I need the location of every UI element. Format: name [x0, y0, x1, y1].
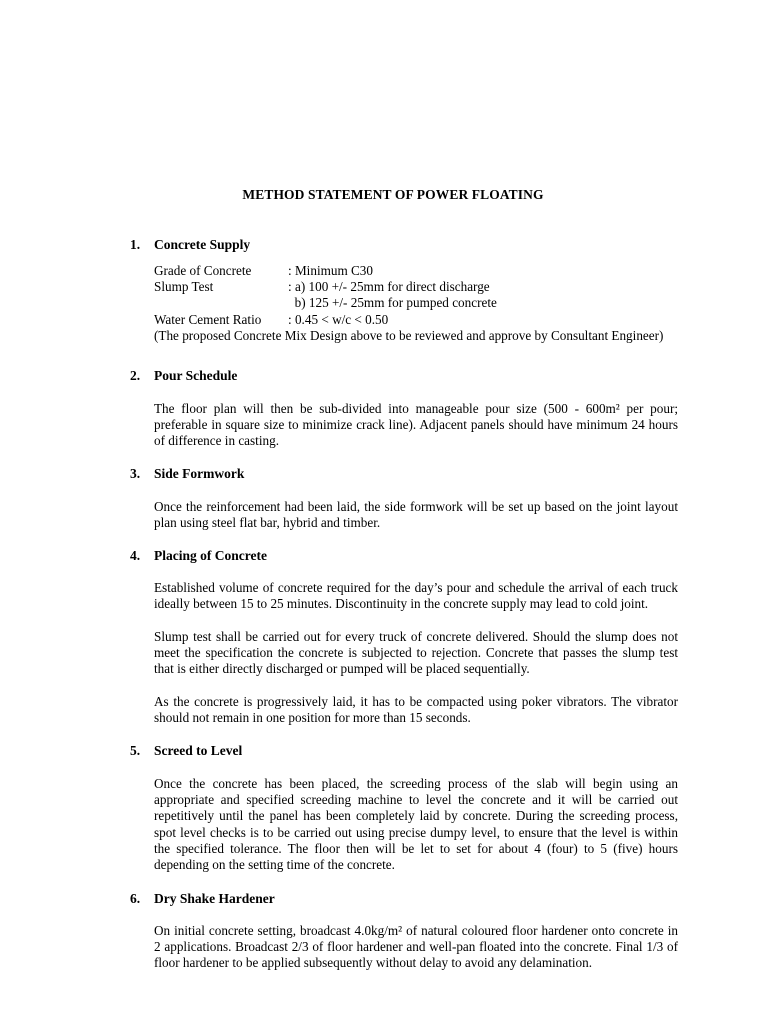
section-title: Dry Shake Hardener [154, 891, 275, 906]
spec-row [154, 263, 497, 279]
document-title: METHOD STATEMENT OF POWER FLOATING [242, 187, 544, 202]
section-title: Placing of Concrete [154, 548, 267, 563]
section-number: 6. [130, 891, 141, 906]
section-title: Concrete Supply [154, 237, 251, 252]
section-paragraph: The floor plan will then be sub-divided into manageable pour size (500 - 600m² per pour; preferable in square size to minimize crack line). Adjacent panels should have minimum 24 hours of difference in casting. [154, 401, 678, 449]
spec-value: : a) 100 +/- 25mm for direct discharge [288, 279, 490, 295]
section-number: 2. [130, 368, 141, 383]
spec-label: Water Cement Ratio [154, 311, 262, 327]
spec-label: Slump Test [154, 279, 214, 295]
section-paragraph: On initial concrete setting, broadcast 4.0kg/m² of natural coloured floor hardener onto concrete in 2 applications. Broadcast 2/3 of floor hardener and well-pan floated into the concrete. Final 1/3 of floor hardener to be applied subsequently without delay to avoid any delamination. [154, 923, 678, 971]
section-title: Pour Schedule [154, 368, 238, 383]
spec-row [154, 295, 497, 311]
spec-value: : 0.45 < w/c < 0.50 [288, 311, 389, 327]
concrete-spec-table [154, 263, 497, 328]
section-number: 4. [130, 548, 141, 563]
section-number: 3. [130, 466, 141, 481]
section-paragraph: Once the concrete has been placed, the screeding process of the slab will begin using an appropriate and specified screeding machine to level the concrete and it will be carried out repetitively until the panel has been completely laid by concrete. During the screeding process, spot level checks is to be carried out using precise dumpy level, to ensure that the level is within the specified tolerance. The floor then will be let to set for about 4 (four) to 5 (five) hours depending on the setting time of the concrete. [154, 776, 678, 873]
spec-label [154, 295, 288, 311]
section-title: Screed to Level [154, 743, 243, 758]
section-paragraph: Slump test shall be carried out for every truck of concrete delivered. Should the slump does not meet the specification the concrete is subjected to rejection. Concrete that passes the slump test that is either directly discharged or pumped will be placed sequentially. [154, 629, 678, 677]
section-number: 5. [130, 743, 141, 758]
section-paragraph: As the concrete is progressively laid, it has to be compacted using poker vibrators. The vibrator should not remain in one position for more than 15 seconds. [154, 694, 678, 726]
spec-row [154, 279, 497, 295]
spec-value: : Minimum C30 [288, 263, 373, 278]
spec-label: Grade of Concrete [154, 263, 252, 278]
section-paragraph: Established volume of concrete required for the day’s pour and schedule the arrival of each truck ideally between 15 to 25 minutes. Discontinuity in the concrete supply may lead to cold joint. [154, 580, 678, 612]
section-number: 1. [130, 237, 141, 252]
section-paragraph: Once the reinforcement had been laid, the side formwork will be set up based on the joint layout plan using steel flat bar, hybrid and timber. [154, 499, 678, 531]
mix-design-note: (The proposed Concrete Mix Design above to be reviewed and approve by Consultant Engineer) [154, 328, 664, 343]
section-title: Side Formwork [154, 466, 245, 481]
spec-value: b) 125 +/- 25mm for pumped concrete [288, 295, 497, 311]
spec-row [154, 312, 497, 328]
